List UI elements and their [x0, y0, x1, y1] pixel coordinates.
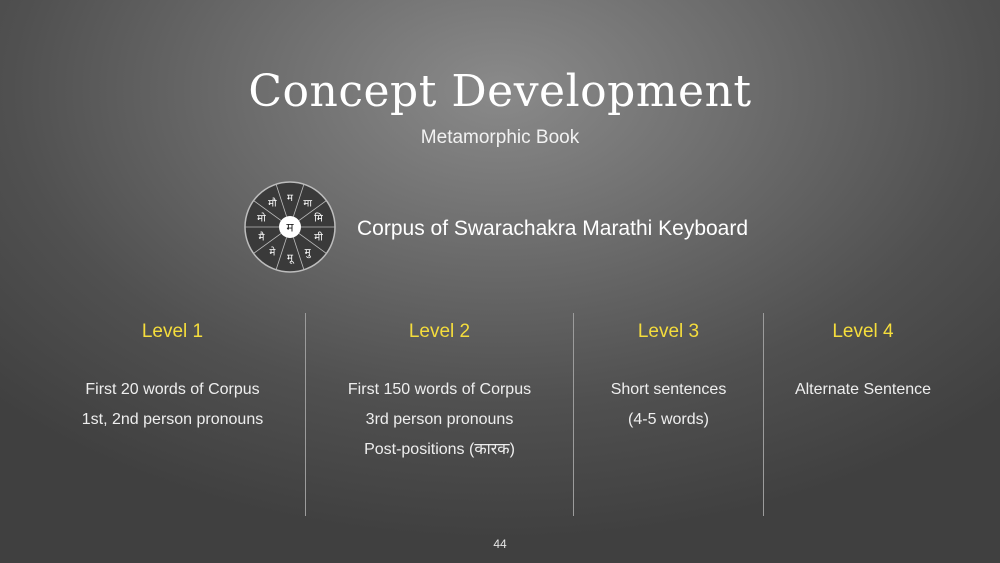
level-description	[306, 379, 573, 469]
corpus-label: Corpus of Swarachakra Marathi Keyboard	[357, 217, 749, 240]
wheel-petal-letter: मौ	[268, 198, 277, 210]
level-line: First 150 words of Corpus	[347, 381, 532, 398]
level-title: Level 1	[141, 321, 204, 342]
wheel-petal-letter: मु	[304, 247, 311, 259]
wheel-petal-letter: मे	[269, 247, 276, 259]
swarachakra-wheel-icon	[243, 180, 337, 274]
wheel-petal-letter: मि	[314, 213, 323, 225]
slide-subtitle: Metamorphic Book	[420, 127, 580, 148]
level-line: Post-positions (कारक)	[364, 441, 515, 458]
level-line: (4-5 words)	[628, 411, 709, 428]
level-column-3	[574, 320, 763, 439]
level-title: Level 2	[408, 321, 471, 342]
wheel-petal-letter: मू	[287, 253, 293, 264]
level-line: Alternate Sentence	[794, 381, 932, 398]
level-description	[40, 379, 305, 439]
level-title: Level 4	[832, 321, 894, 342]
level-line: Short sentences	[610, 381, 727, 398]
level-column-1	[40, 320, 305, 439]
wheel-petal-letter: मी	[314, 232, 323, 244]
level-line: 3rd person pronouns	[365, 411, 514, 428]
level-line: 1st, 2nd person pronouns	[81, 411, 264, 428]
level-title: Level 3	[637, 321, 700, 342]
wheel-petal-letter: मा	[303, 198, 312, 210]
level-column-4	[764, 320, 962, 409]
page-number: 44	[493, 537, 507, 551]
wheel-petal-letter: म	[287, 193, 293, 204]
level-line: First 20 words of Corpus	[85, 381, 260, 398]
wheel-center-letter: म	[286, 220, 294, 235]
level-description	[574, 379, 763, 439]
slide-title: Concept Development	[248, 66, 752, 117]
level-description	[764, 379, 962, 409]
wheel-petal-letter: मै	[258, 232, 265, 244]
level-column-2	[306, 320, 573, 469]
wheel-petal-letter: मो	[257, 213, 266, 225]
